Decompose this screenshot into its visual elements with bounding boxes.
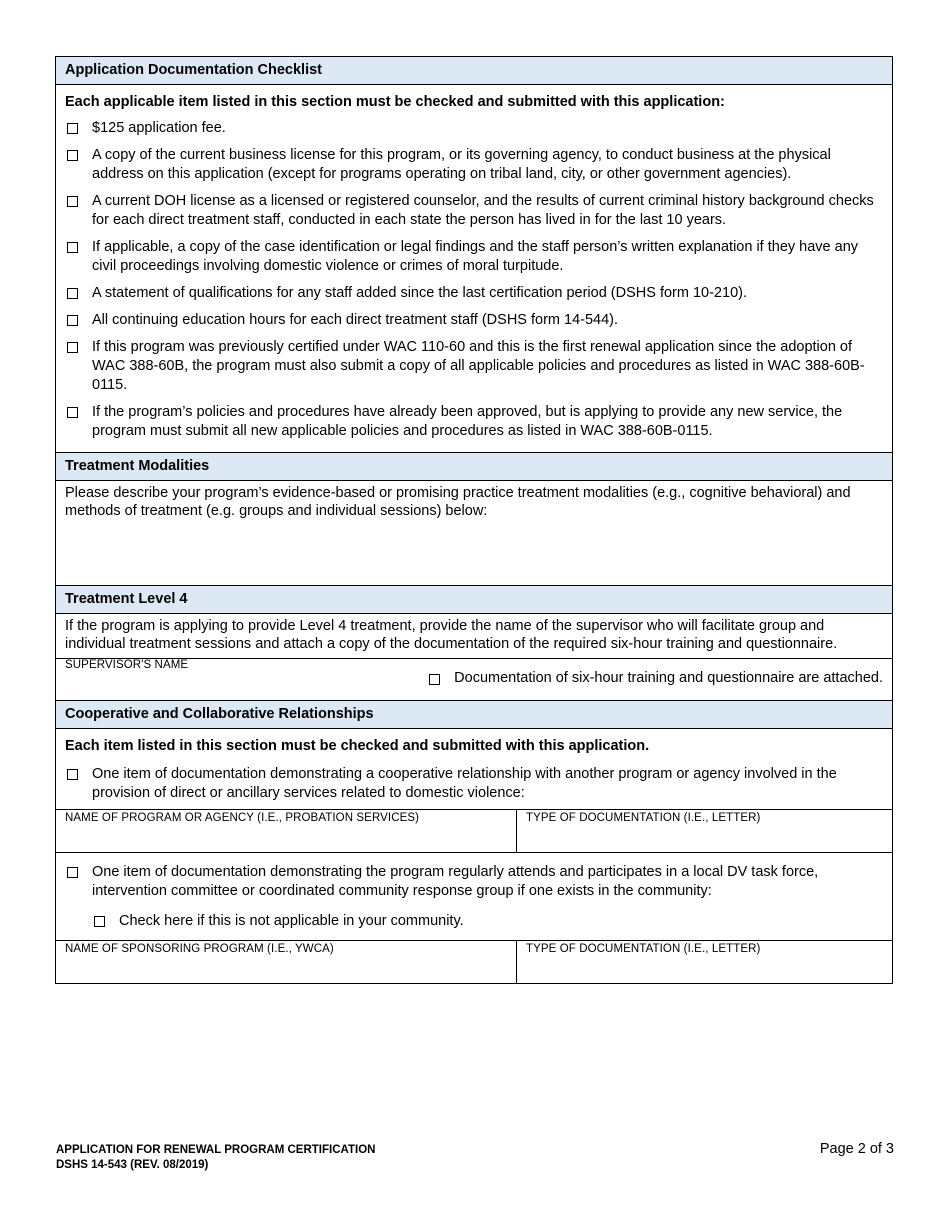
checklist-item-label: If applicable, a copy of the case identification or legal findings and the staff person’s written explanation if they have any civil proceedings involving domestic violence or crimes of moral turpitude.	[92, 239, 859, 274]
checklist-item-new-service	[56, 400, 892, 446]
checklist-item-qualifications	[56, 281, 892, 308]
page-number: Page 2 of 3	[819, 1141, 894, 1157]
cooperative-item1-row	[56, 729, 892, 810]
checkbox[interactable]	[67, 288, 78, 299]
doc-type-cell[interactable]	[517, 810, 892, 852]
checkbox[interactable]	[67, 867, 78, 878]
footer-form-id: DSHS 14-543 (REV. 08/2019)	[56, 1159, 209, 1171]
doc-type-2-label: TYPE OF DOCUMENTATION (I.E., LETTER)	[526, 943, 761, 955]
modalities-answer-field[interactable]	[56, 525, 892, 571]
level4-description: If the program is applying to provide Level 4 treatment, provide the name of the supervisor who will facilitate group and individual treatment sessions and attach a copy of the documentation of the required six-hour training and questionnaire.	[65, 618, 838, 652]
checkbox[interactable]	[67, 342, 78, 353]
checklist-item-label: A statement of qualifications for any staff added since the last certification period (DSHS form 10-210).	[92, 285, 747, 301]
checklist-item-fee	[56, 116, 892, 143]
program-agency-label: NAME OF PROGRAM OR AGENCY (I.E., PROBATION SERVICES)	[65, 812, 420, 824]
supervisor-label: SUPERVISOR'S NAME	[65, 659, 189, 671]
cooperative-item-label: One item of documentation demonstrating a cooperative relationship with another program or agency involved in the provision of direct or ancillary services related to domestic violence:	[92, 766, 837, 801]
checklist-item-label: A current DOH license as a licensed or registered counselor, and the results of current criminal history background checks for each direct treatment staff, conducted in each state the person has lived in for the last 10 years.	[92, 193, 874, 228]
cooperative-header: Cooperative and Collaborative Relationships	[56, 701, 892, 729]
checklist-item-business-license	[56, 143, 892, 189]
checklist-item-label: All continuing education hours for each direct treatment staff (DSHS form 14-544).	[92, 312, 619, 328]
checkbox[interactable]	[67, 150, 78, 161]
program-agency-row	[56, 810, 892, 853]
supervisor-name-field[interactable]	[65, 674, 385, 696]
sponsoring-program-row	[56, 941, 892, 983]
doc-type-label: TYPE OF DOCUMENTATION (I.E., LETTER)	[526, 812, 761, 824]
checklist-item-legal-findings	[56, 235, 892, 281]
modalities-header: Treatment Modalities	[56, 453, 892, 481]
checklist-item-first-renewal	[56, 335, 892, 400]
checkbox[interactable]	[67, 196, 78, 207]
documentation-attached-label: Documentation of six-hour training and questionnaire are attached.	[454, 670, 883, 686]
not-applicable-option	[56, 906, 892, 936]
doc-type-2-cell[interactable]	[517, 941, 892, 983]
checkbox[interactable]	[94, 916, 105, 927]
checkbox[interactable]	[429, 674, 440, 685]
not-applicable-label: Check here if this is not applicable in your community.	[119, 913, 464, 929]
modalities-section	[56, 481, 892, 586]
sponsoring-program-cell[interactable]	[56, 941, 517, 983]
cooperative-item-relationship	[56, 762, 892, 808]
program-agency-cell[interactable]	[56, 810, 517, 852]
checkbox[interactable]	[67, 407, 78, 418]
cooperative-intro: Each item listed in this section must be checked and submitted with this application.	[65, 738, 650, 754]
checklist-item-label: If the program’s policies and procedures have already been approved, but is applying to provide any new service, the program must submit all new applicable policies and procedures as listed in WAC 388-60B-0115.	[92, 404, 843, 439]
level4-description-row	[56, 614, 892, 659]
cooperative-item2-row	[56, 853, 892, 941]
sponsoring-program-label: NAME OF SPONSORING PROGRAM (I.E., YWCA)	[65, 943, 334, 955]
checkbox[interactable]	[67, 123, 78, 134]
checklist-item-label: If this program was previously certified under WAC 110-60 and this is the first renewal application since the adoption of WAC 388-60B, the program must also submit a copy of all applicable policies and procedures as listed in WAC 388-60B-0115.	[92, 339, 865, 393]
checklist-item-label: A copy of the current business license for this program, or its governing agency, to conduct business at the physical address on this application (except for programs operating on tribal land, city, or other government agencies).	[92, 147, 831, 182]
checklist-section	[56, 85, 892, 453]
footer-form-title: APPLICATION FOR RENEWAL PROGRAM CERTIFICATION	[56, 1144, 376, 1156]
checklist-item-label: $125 application fee.	[92, 120, 226, 136]
checkbox[interactable]	[67, 242, 78, 253]
documentation-attached-option	[429, 670, 883, 686]
checkbox[interactable]	[67, 315, 78, 326]
checklist-item-doh-license	[56, 189, 892, 235]
modalities-description: Please describe your program’s evidence-based or promising practice treatment modalities (e.g., cognitive behavioral) and methods of treatment (e.g. groups and individual sessions) below:	[65, 485, 851, 519]
checkbox[interactable]	[67, 769, 78, 780]
checklist-item-education-hours	[56, 308, 892, 335]
checklist-intro: Each applicable item listed in this section must be checked and submitted with this application:	[65, 94, 725, 110]
level4-header: Treatment Level 4	[56, 586, 892, 614]
supervisor-row	[56, 659, 892, 701]
cooperative-item-label: One item of documentation demonstrating the program regularly attends and participates in a local DV task force, intervention committee or coordinated community response group if one exists in the community:	[92, 864, 819, 899]
checklist-header: Application Documentation Checklist	[56, 57, 892, 85]
footer-form-info	[56, 1143, 375, 1173]
cooperative-item-task-force	[56, 860, 892, 906]
application-form	[55, 56, 893, 984]
